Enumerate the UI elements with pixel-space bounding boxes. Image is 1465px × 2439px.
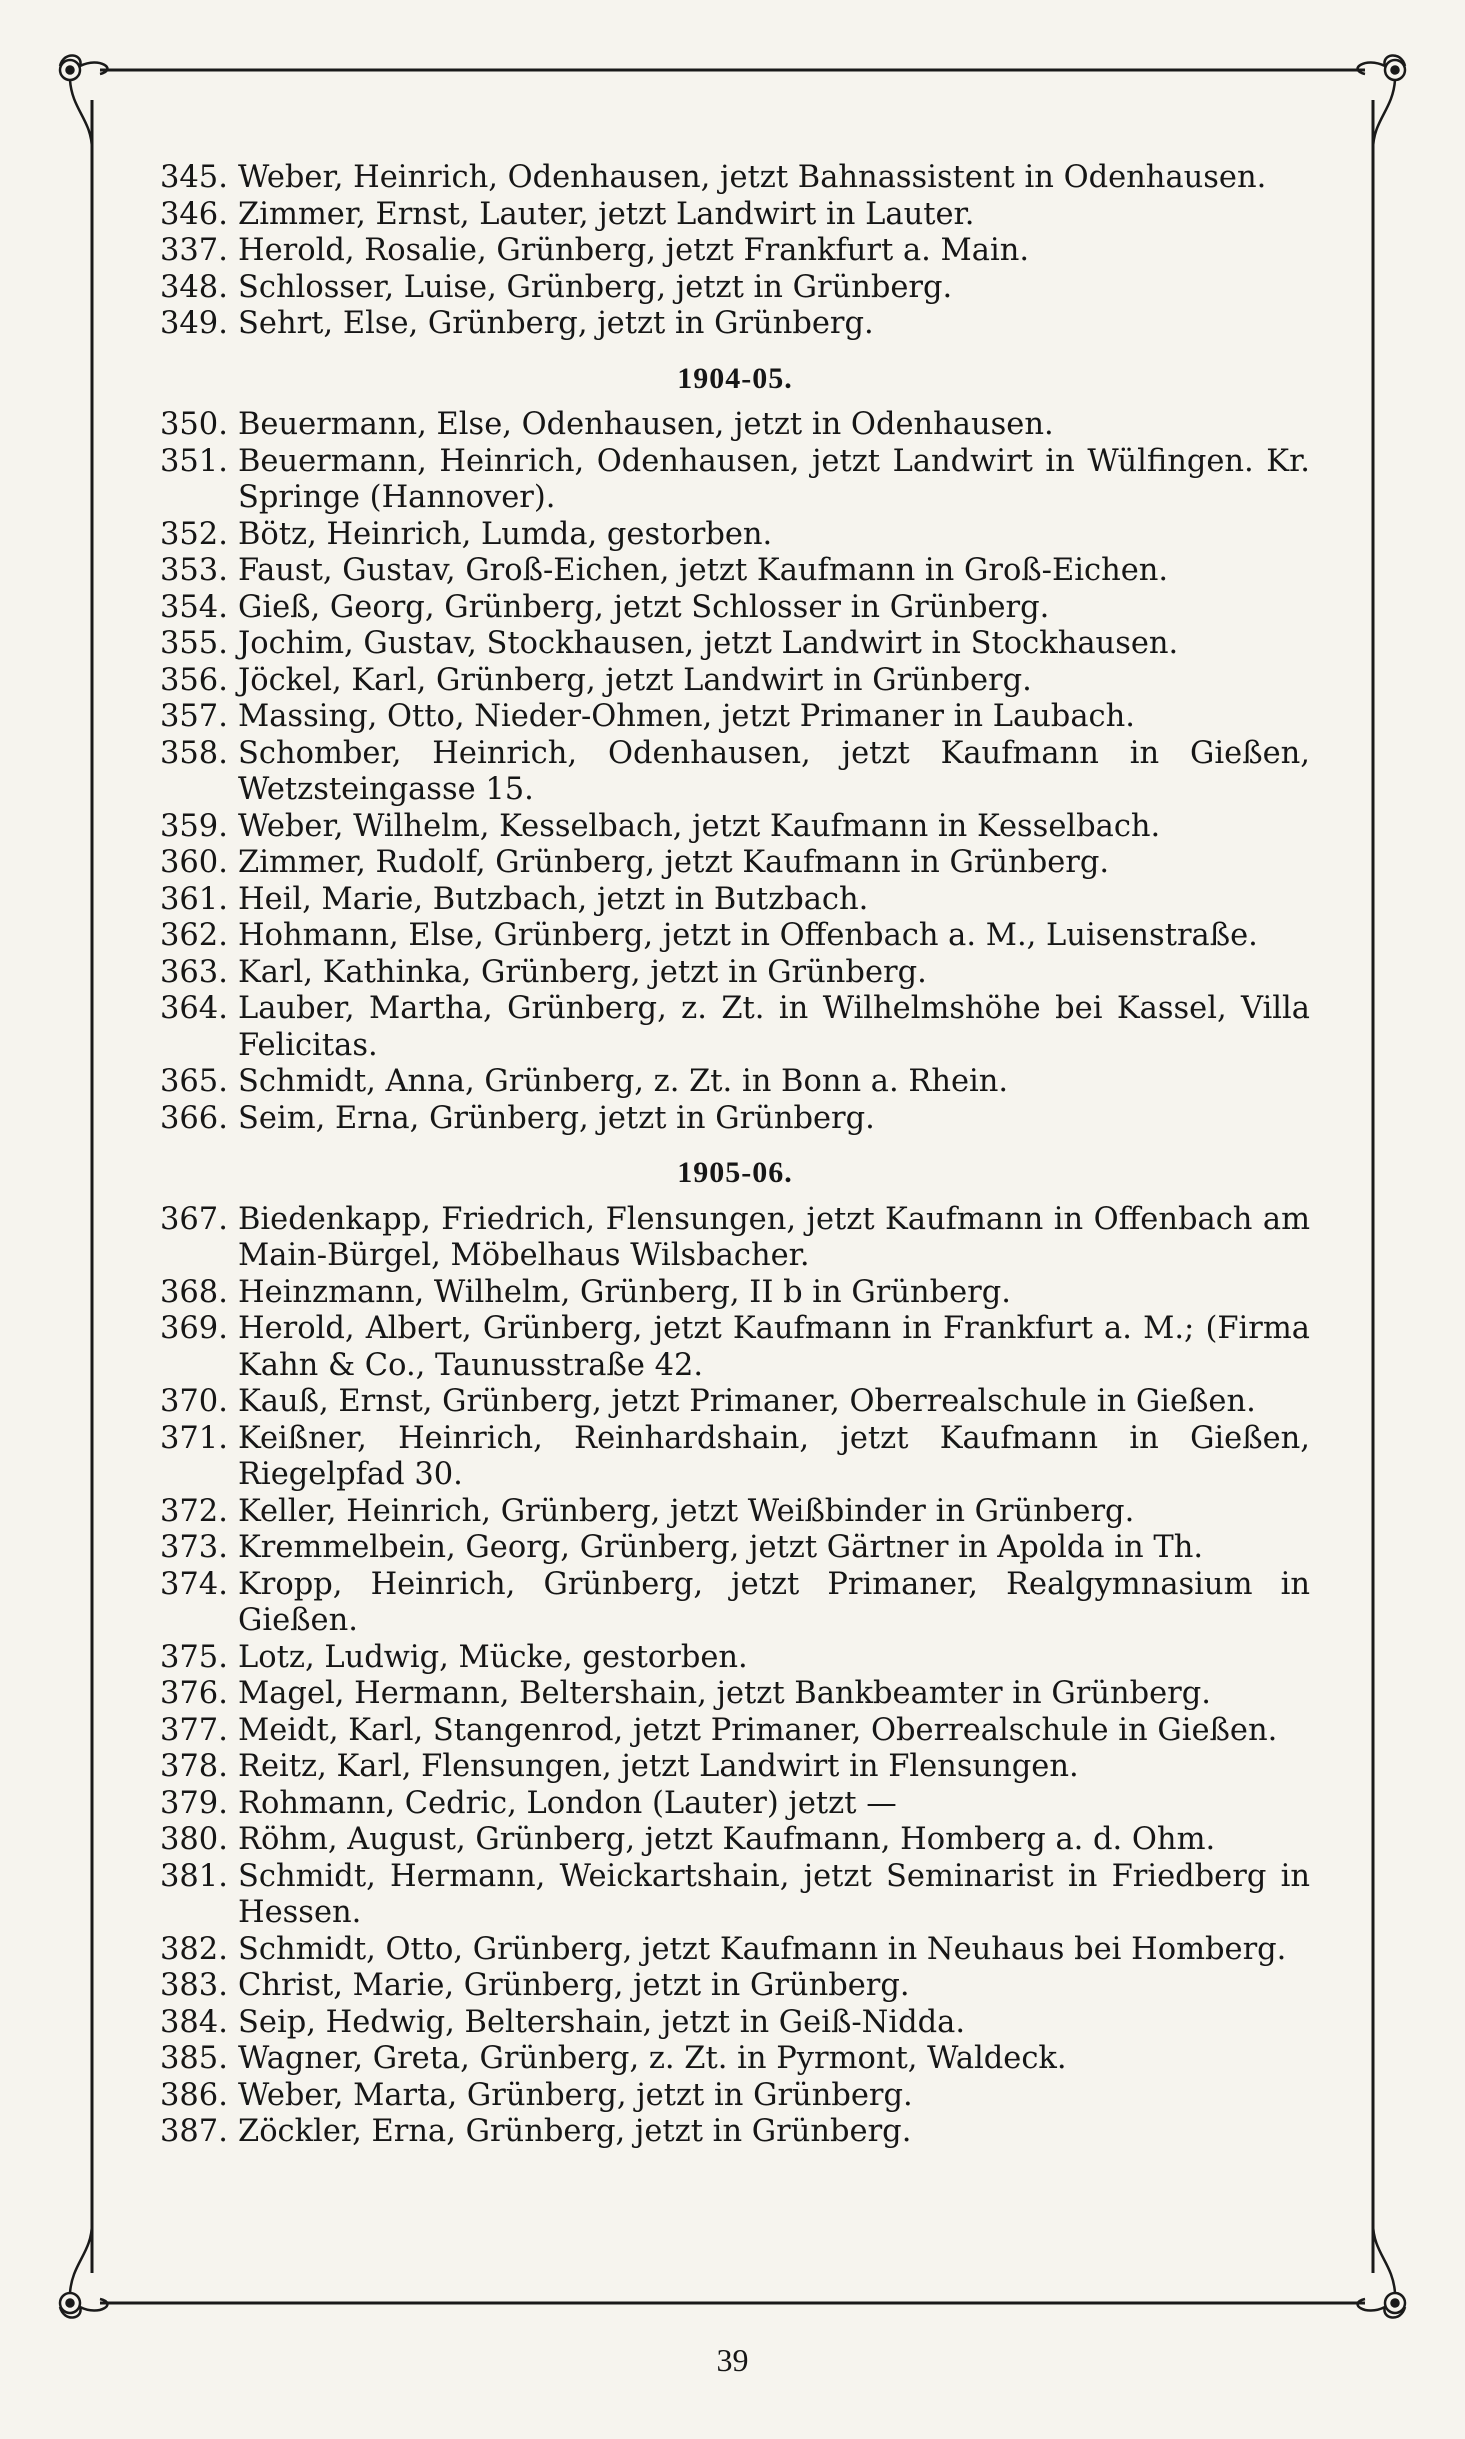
register-entry [160, 736, 1310, 809]
entry-number: 367. [160, 1201, 228, 1237]
register-entry [160, 1275, 1310, 1312]
entry-text: Kropp, Heinrich, Grünberg, jetzt Primaner, Realgymnasium in Gießen. [238, 1566, 1310, 1638]
register-list [160, 160, 1310, 2151]
register-entry [160, 1202, 1310, 1275]
entry-text: Schlosser, Luise, Grünberg, jetzt in Grünberg. [238, 269, 953, 305]
entry-number: 374. [160, 1566, 228, 1602]
entry-number: 354. [160, 589, 228, 625]
entry-number: 350. [160, 407, 228, 442]
entry-text: Beuermann, Else, Odenhausen, jetzt in Odenhausen. [238, 407, 1054, 442]
register-entry [160, 1749, 1310, 1786]
register-entry [160, 1968, 1310, 2005]
entry-text: Zimmer, Rudolf, Grünberg, jetzt Kaufmann in Grünberg. [238, 845, 1110, 880]
register-entry [160, 1859, 1310, 1932]
register-entry [160, 626, 1310, 663]
entry-text: Meidt, Karl, Stangenrod, jetzt Primaner, Oberrealschule in Gießen. [238, 1712, 1278, 1748]
entry-text: Keller, Heinrich, Grünberg, jetzt Weißbinder in Grünberg. [238, 1493, 1135, 1529]
register-entry [160, 1311, 1310, 1384]
entry-number: 362. [160, 918, 228, 953]
entry-text: Magel, Hermann, Beltershain, jetzt Bankbeamter in Grünberg. [238, 1676, 1211, 1711]
entry-text: Zimmer, Ernst, Lauter, jetzt Landwirt in Lauter. [238, 196, 975, 232]
register-entry [160, 2114, 1310, 2151]
entry-number: 373. [160, 1530, 228, 1565]
entry-number: 337. [160, 233, 228, 268]
entry-number: 366. [160, 1100, 228, 1136]
entry-text: Reitz, Karl, Flensungen, jetzt Landwirt in Flensungen. [238, 1749, 1079, 1784]
year-heading: 1905-06. [677, 1156, 793, 1189]
entry-text: Keißner, Heinrich, Reinhardshain, jetzt Kaufmann in Gießen, Riegelpfad 30. [238, 1420, 1310, 1492]
register-entry [160, 699, 1310, 736]
entry-number: 357. [160, 699, 228, 734]
entry-text: Weber, Wilhelm, Kesselbach, jetzt Kaufmann in Kesselbach. [238, 808, 1161, 844]
entry-number: 364. [160, 991, 228, 1026]
entry-number: 369. [160, 1311, 228, 1346]
entry-text: Seip, Hedwig, Beltershain, jetzt in Geiß-Nidda. [238, 2004, 966, 2040]
entry-text: Schomber, Heinrich, Odenhausen, jetzt Kaufmann in Gießen, Wetzsteingasse 15. [238, 735, 1310, 807]
entry-number: 363. [160, 954, 228, 990]
register-entry [160, 444, 1310, 517]
entry-number: 386. [160, 2077, 228, 2113]
entry-number: 353. [160, 553, 228, 588]
entry-text: Weber, Marta, Grünberg, jetzt in Grünberg. [238, 2077, 913, 2113]
register-entry [160, 2041, 1310, 2078]
entry-number: 345. [160, 160, 228, 195]
entry-text: Bötz, Heinrich, Lumda, gestorben. [238, 516, 773, 552]
entry-text: Lotz, Ludwig, Mücke, gestorben. [238, 1639, 748, 1675]
entry-text: Schmidt, Otto, Grünberg, jetzt Kaufmann in Neuhaus bei Homberg. [238, 1931, 1287, 1967]
register-entry [160, 306, 1310, 343]
entry-number: 361. [160, 881, 228, 917]
entry-text: Massing, Otto, Nieder-Ohmen, jetzt Primaner in Laubach. [238, 699, 1135, 734]
entry-text: Schmidt, Hermann, Weickartshain, jetzt Seminarist in Friedberg in Hessen. [238, 1858, 1310, 1930]
entry-number: 371. [160, 1420, 228, 1456]
register-entry [160, 663, 1310, 700]
entry-number: 382. [160, 1931, 228, 1967]
entry-text: Beuermann, Heinrich, Odenhausen, jetzt Landwirt in Wülfingen. Kr. Springe (Hannover). [238, 443, 1310, 515]
entry-number: 348. [160, 269, 228, 305]
entry-text: Gieß, Georg, Grünberg, jetzt Schlosser in Grünberg. [238, 589, 1050, 625]
entry-text: Heil, Marie, Butzbach, jetzt in Butzbach. [238, 881, 869, 917]
entry-text: Schmidt, Anna, Grünberg, z. Zt. in Bonn a. Rhein. [238, 1064, 1009, 1099]
register-entry [160, 918, 1310, 955]
register-entry [160, 1384, 1310, 1421]
register-entry [160, 553, 1310, 590]
register-entry [160, 991, 1310, 1064]
entry-number: 380. [160, 1822, 228, 1857]
entry-number: 365. [160, 1064, 228, 1099]
entry-number: 379. [160, 1785, 228, 1821]
entry-number: 385. [160, 2041, 228, 2076]
register-entry [160, 1421, 1310, 1494]
register-entry [160, 2078, 1310, 2115]
entry-text: Weber, Heinrich, Odenhausen, jetzt Bahnassistent in Odenhausen. [238, 160, 1267, 195]
entry-text: Hohmann, Else, Grünberg, jetzt in Offenbach a. M., Luisenstraße. [238, 918, 1258, 953]
register-entry [160, 1567, 1310, 1640]
entry-text: Jochim, Gustav, Stockhausen, jetzt Landwirt in Stockhausen. [238, 626, 1179, 661]
entry-number: 375. [160, 1639, 228, 1675]
register-entry [160, 1101, 1310, 1138]
entry-number: 359. [160, 808, 228, 844]
entry-number: 381. [160, 1858, 228, 1894]
entry-text: Zöckler, Erna, Grünberg, jetzt in Grünberg. [238, 2114, 912, 2149]
entry-text: Kauß, Ernst, Grünberg, jetzt Primaner, Oberrealschule in Gießen. [238, 1384, 1256, 1419]
register-entry [160, 1932, 1310, 1969]
entry-number: 346. [160, 196, 228, 232]
entry-number: 351. [160, 443, 228, 479]
entry-text: Rohmann, Cedric, London (Lauter) jetzt — [238, 1785, 897, 1821]
register-entry [160, 1713, 1310, 1750]
entry-text: Kremmelbein, Georg, Grünberg, jetzt Gärtner in Apolda in Th. [238, 1530, 1204, 1565]
entry-text: Herold, Albert, Grünberg, jetzt Kaufmann in Frankfurt a. M.; (Firma Kahn & Co., Taunusstraße 42. [238, 1311, 1310, 1383]
entry-number: 352. [160, 516, 228, 552]
entry-text: Röhm, August, Grünberg, jetzt Kaufmann, Homberg a. d. Ohm. [238, 1822, 1216, 1857]
entry-text: Heinzmann, Wilhelm, Grünberg, II b in Grünberg. [238, 1274, 1011, 1310]
entry-text: Wagner, Greta, Grünberg, z. Zt. in Pyrmont, Waldeck. [238, 2041, 1067, 2076]
entry-number: 358. [160, 735, 228, 771]
entry-text: Jöckel, Karl, Grünberg, jetzt Landwirt in Grünberg. [238, 662, 1032, 698]
entry-number: 349. [160, 306, 228, 341]
register-entry [160, 845, 1310, 882]
register-entry [160, 233, 1310, 270]
register-entry [160, 590, 1310, 627]
register-entry [160, 1640, 1310, 1677]
register-entry [160, 197, 1310, 234]
entry-number: 356. [160, 662, 228, 698]
entry-text: Biedenkapp, Friedrich, Flensungen, jetzt Kaufmann in Offenbach am Main-Bürgel, Möbelhaus Wilsbacher. [238, 1201, 1310, 1273]
register-entry [160, 1786, 1310, 1823]
entry-number: 360. [160, 845, 228, 880]
entry-number: 384. [160, 2004, 228, 2040]
entry-text: Herold, Rosalie, Grünberg, jetzt Frankfurt a. Main. [238, 233, 1030, 268]
entry-text: Seim, Erna, Grünberg, jetzt in Grünberg. [238, 1100, 875, 1136]
register-entry [160, 407, 1310, 444]
entry-number: 355. [160, 626, 228, 661]
entry-number: 383. [160, 1968, 228, 2003]
register-entry [160, 160, 1310, 197]
page-number: 39 [716, 2342, 749, 2378]
register-entry [160, 1064, 1310, 1101]
entry-number: 368. [160, 1274, 228, 1310]
register-entry [160, 270, 1310, 307]
entry-text: Sehrt, Else, Grünberg, jetzt in Grünberg. [238, 306, 874, 341]
year-heading: 1904-05. [677, 361, 793, 395]
register-entry [160, 882, 1310, 919]
entry-number: 378. [160, 1749, 228, 1784]
entry-text: Karl, Kathinka, Grünberg, jetzt in Grünberg. [238, 954, 927, 990]
register-entry [160, 517, 1310, 554]
entry-number: 372. [160, 1493, 228, 1529]
entry-text: Lauber, Martha, Grünberg, z. Zt. in Wilhelmshöhe bei Kassel, Villa Felicitas. [238, 991, 1310, 1063]
entry-number: 387. [160, 2114, 228, 2149]
register-sections [160, 160, 1310, 2151]
entry-number: 377. [160, 1712, 228, 1748]
entry-number: 376. [160, 1676, 228, 1711]
register-entry [160, 809, 1310, 846]
entry-text: Christ, Marie, Grünberg, jetzt in Grünberg. [238, 1968, 910, 2003]
register-entry [160, 1822, 1310, 1859]
register-entry [160, 1530, 1310, 1567]
register-entry [160, 955, 1310, 992]
entry-text: Faust, Gustav, Groß-Eichen, jetzt Kaufmann in Groß-Eichen. [238, 553, 1169, 588]
register-entry [160, 1676, 1310, 1713]
register-entry [160, 1494, 1310, 1531]
register-entry [160, 2005, 1310, 2042]
entry-number: 370. [160, 1384, 228, 1419]
